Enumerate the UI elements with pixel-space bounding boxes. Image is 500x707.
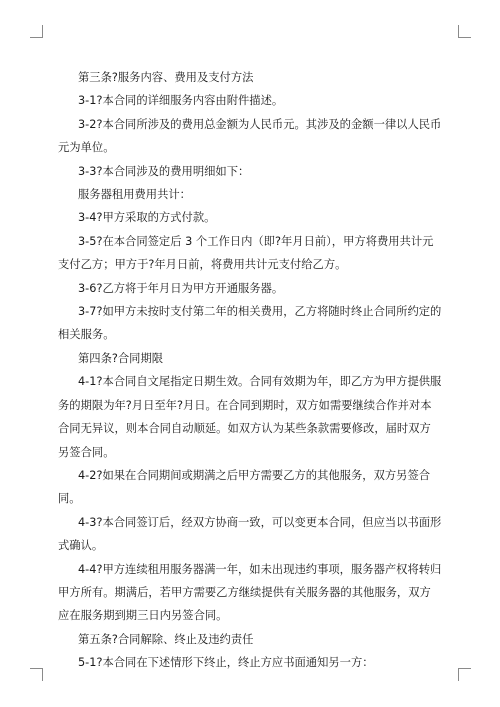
- crop-mark-top-left: [30, 25, 43, 38]
- document-body: [58, 66, 442, 675]
- clause-3-6: 3-6?乙方将于年月日为甲方开通服务器。: [78, 281, 284, 295]
- clause-4-4: 4-4?甲方连续租用服务器满一年，如未出现违约事项，服务器产权将转归甲方所有。期满后，若甲方需要乙方继续提供有关服务器的其他服务，双方应在服务期到期三日内另签合同。: [58, 562, 442, 623]
- clause-3-7: 3-7?如甲方未按时支付第二年的相关费用，乙方将随时终止合同所约定的相关服务。: [58, 305, 442, 342]
- clause-4-1: 4-1?本合同自文尾指定日期生效。合同有效期为年，即乙方为甲方提供服务的期限为年?月日至年?月日。在合同到期时，双方如需要继续合作并对本合同无异议，则本合同自动顺延。如双方认为某些条款需要修改，届时双方另签合同。: [58, 375, 442, 459]
- clause-3-1: 3-1?本合同的详细服务内容由附件描述。: [78, 94, 284, 108]
- clause-3-2: 3-2?本合同所涉及的费用总金额为人民币元。其涉及的金额一律以人民币元为单位。: [58, 117, 442, 155]
- clause-3-3: 3-3?本合同涉及的费用明细如下：: [78, 164, 250, 178]
- clause-5-1: 5-1?本合同在下述情形下终止，终止方应书面通知另一方：: [78, 656, 374, 670]
- clause-4-3: 4-3?本合同签订后，经双方协商一致，可以变更本合同，但应当以书面形式确认。: [58, 515, 442, 553]
- clause-3-4: 3-4?甲方采取的方式付款。: [78, 211, 216, 225]
- clause-4-2: 4-2?如果在合同期间或期满之后甲方需要乙方的其他服务，双方另签合同。: [58, 468, 431, 506]
- crop-mark-bottom-left: [30, 668, 43, 681]
- server-fee-line: 服务器租用费用共计：: [78, 188, 191, 202]
- crop-mark-bottom-right: [458, 668, 471, 681]
- crop-mark-top-right: [458, 25, 471, 38]
- clause-3-5: 3-5?在本合同签定后 3 个工作日内（即?年月日前），甲方将费用共计元支付乙方；甲方于?年月日前，将费用共计元支付给乙方。: [58, 234, 434, 272]
- section-heading-3: 第三条?服务内容、费用及支付方法: [78, 71, 254, 84]
- section-heading-5: 第五条?合同解除、终止及违约责任: [78, 632, 254, 646]
- section-heading-4: 第四条?合同期限: [78, 351, 164, 365]
